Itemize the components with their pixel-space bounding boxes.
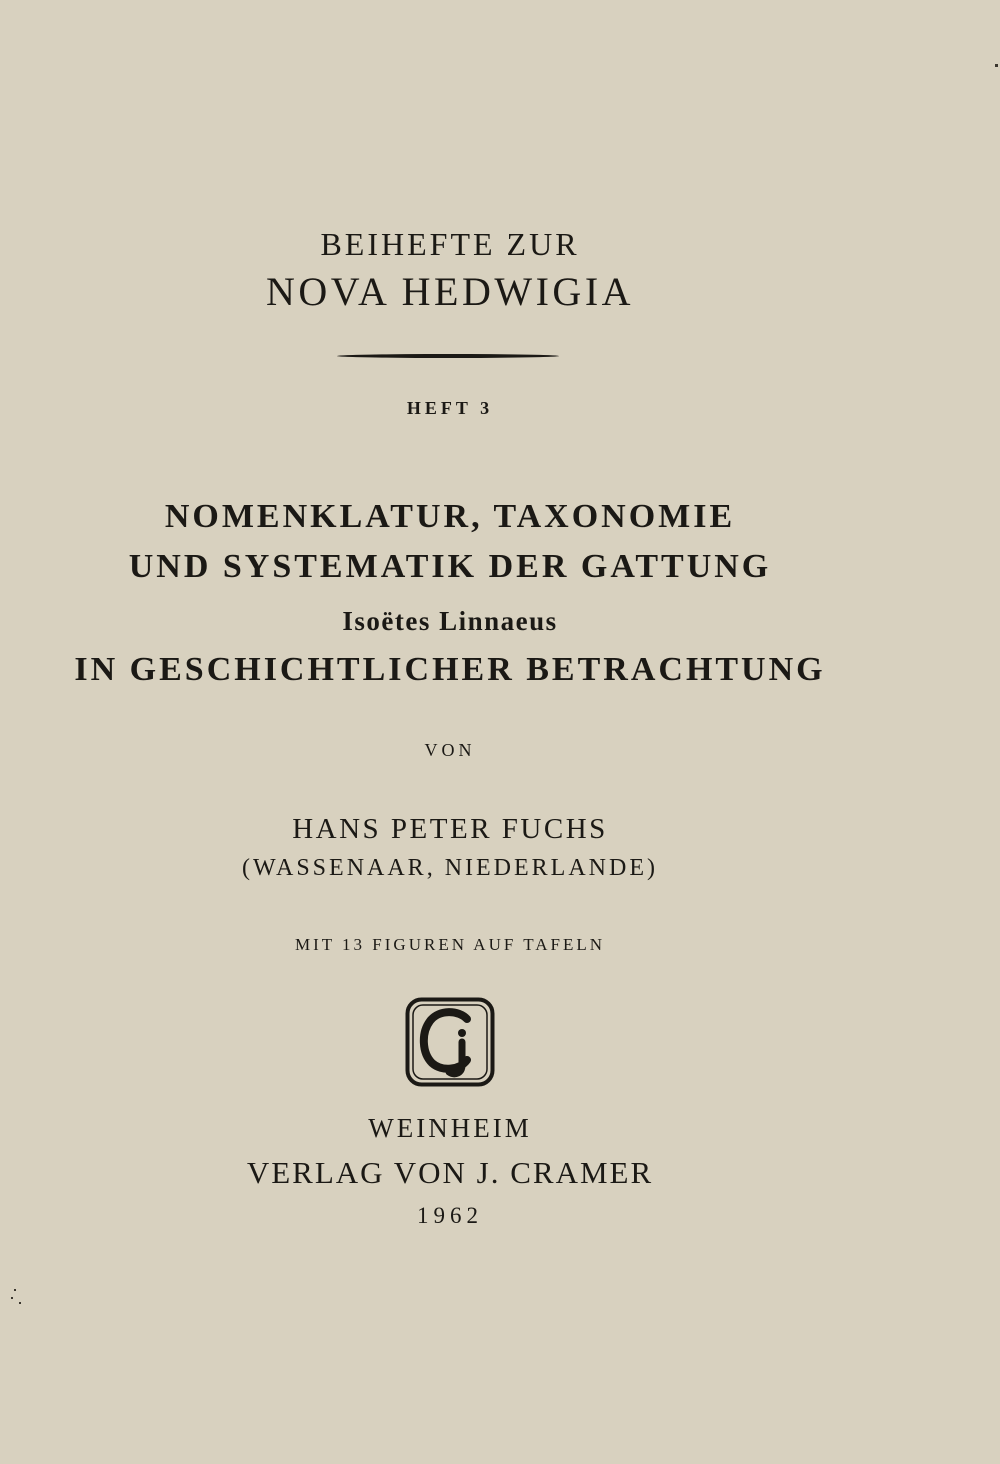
- imprint-publisher: VERLAG VON J. CRAMER: [246, 1155, 654, 1190]
- book-title-line1: NOMENKLATUR, TAXONOMIE: [164, 498, 736, 535]
- figures-note: MIT 13 FIGUREN AUF TAFELN: [294, 935, 606, 954]
- imprint-city: WEINHEIM: [368, 1113, 532, 1143]
- paper-speck: [14, 1289, 16, 1291]
- issue-number: HEFT 3: [406, 398, 494, 418]
- book-title-line3: Isoëtes Linnaeus: [342, 606, 558, 636]
- decorative-rule: [337, 354, 559, 358]
- byline: VON: [424, 740, 476, 760]
- series-title-line2: NOVA HEDWIGIA: [265, 269, 635, 314]
- author-name: HANS PETER FUCHS: [292, 813, 608, 845]
- author-affiliation: (WASSENAAR, NIEDERLANDE): [242, 855, 658, 881]
- imprint-year: 1962: [417, 1203, 483, 1228]
- series-title-line1: BEIHEFTE ZUR: [320, 226, 580, 262]
- book-title-line4: IN GESCHICHTLICHER BETRACHTUNG: [74, 651, 826, 688]
- paper-speck: [995, 64, 998, 67]
- paper-speck: [11, 1297, 13, 1299]
- publisher-monogram-icon: [405, 997, 495, 1087]
- paper-speck: [19, 1302, 21, 1304]
- book-title-line2: UND SYSTEMATIK DER GATTUNG: [128, 548, 772, 585]
